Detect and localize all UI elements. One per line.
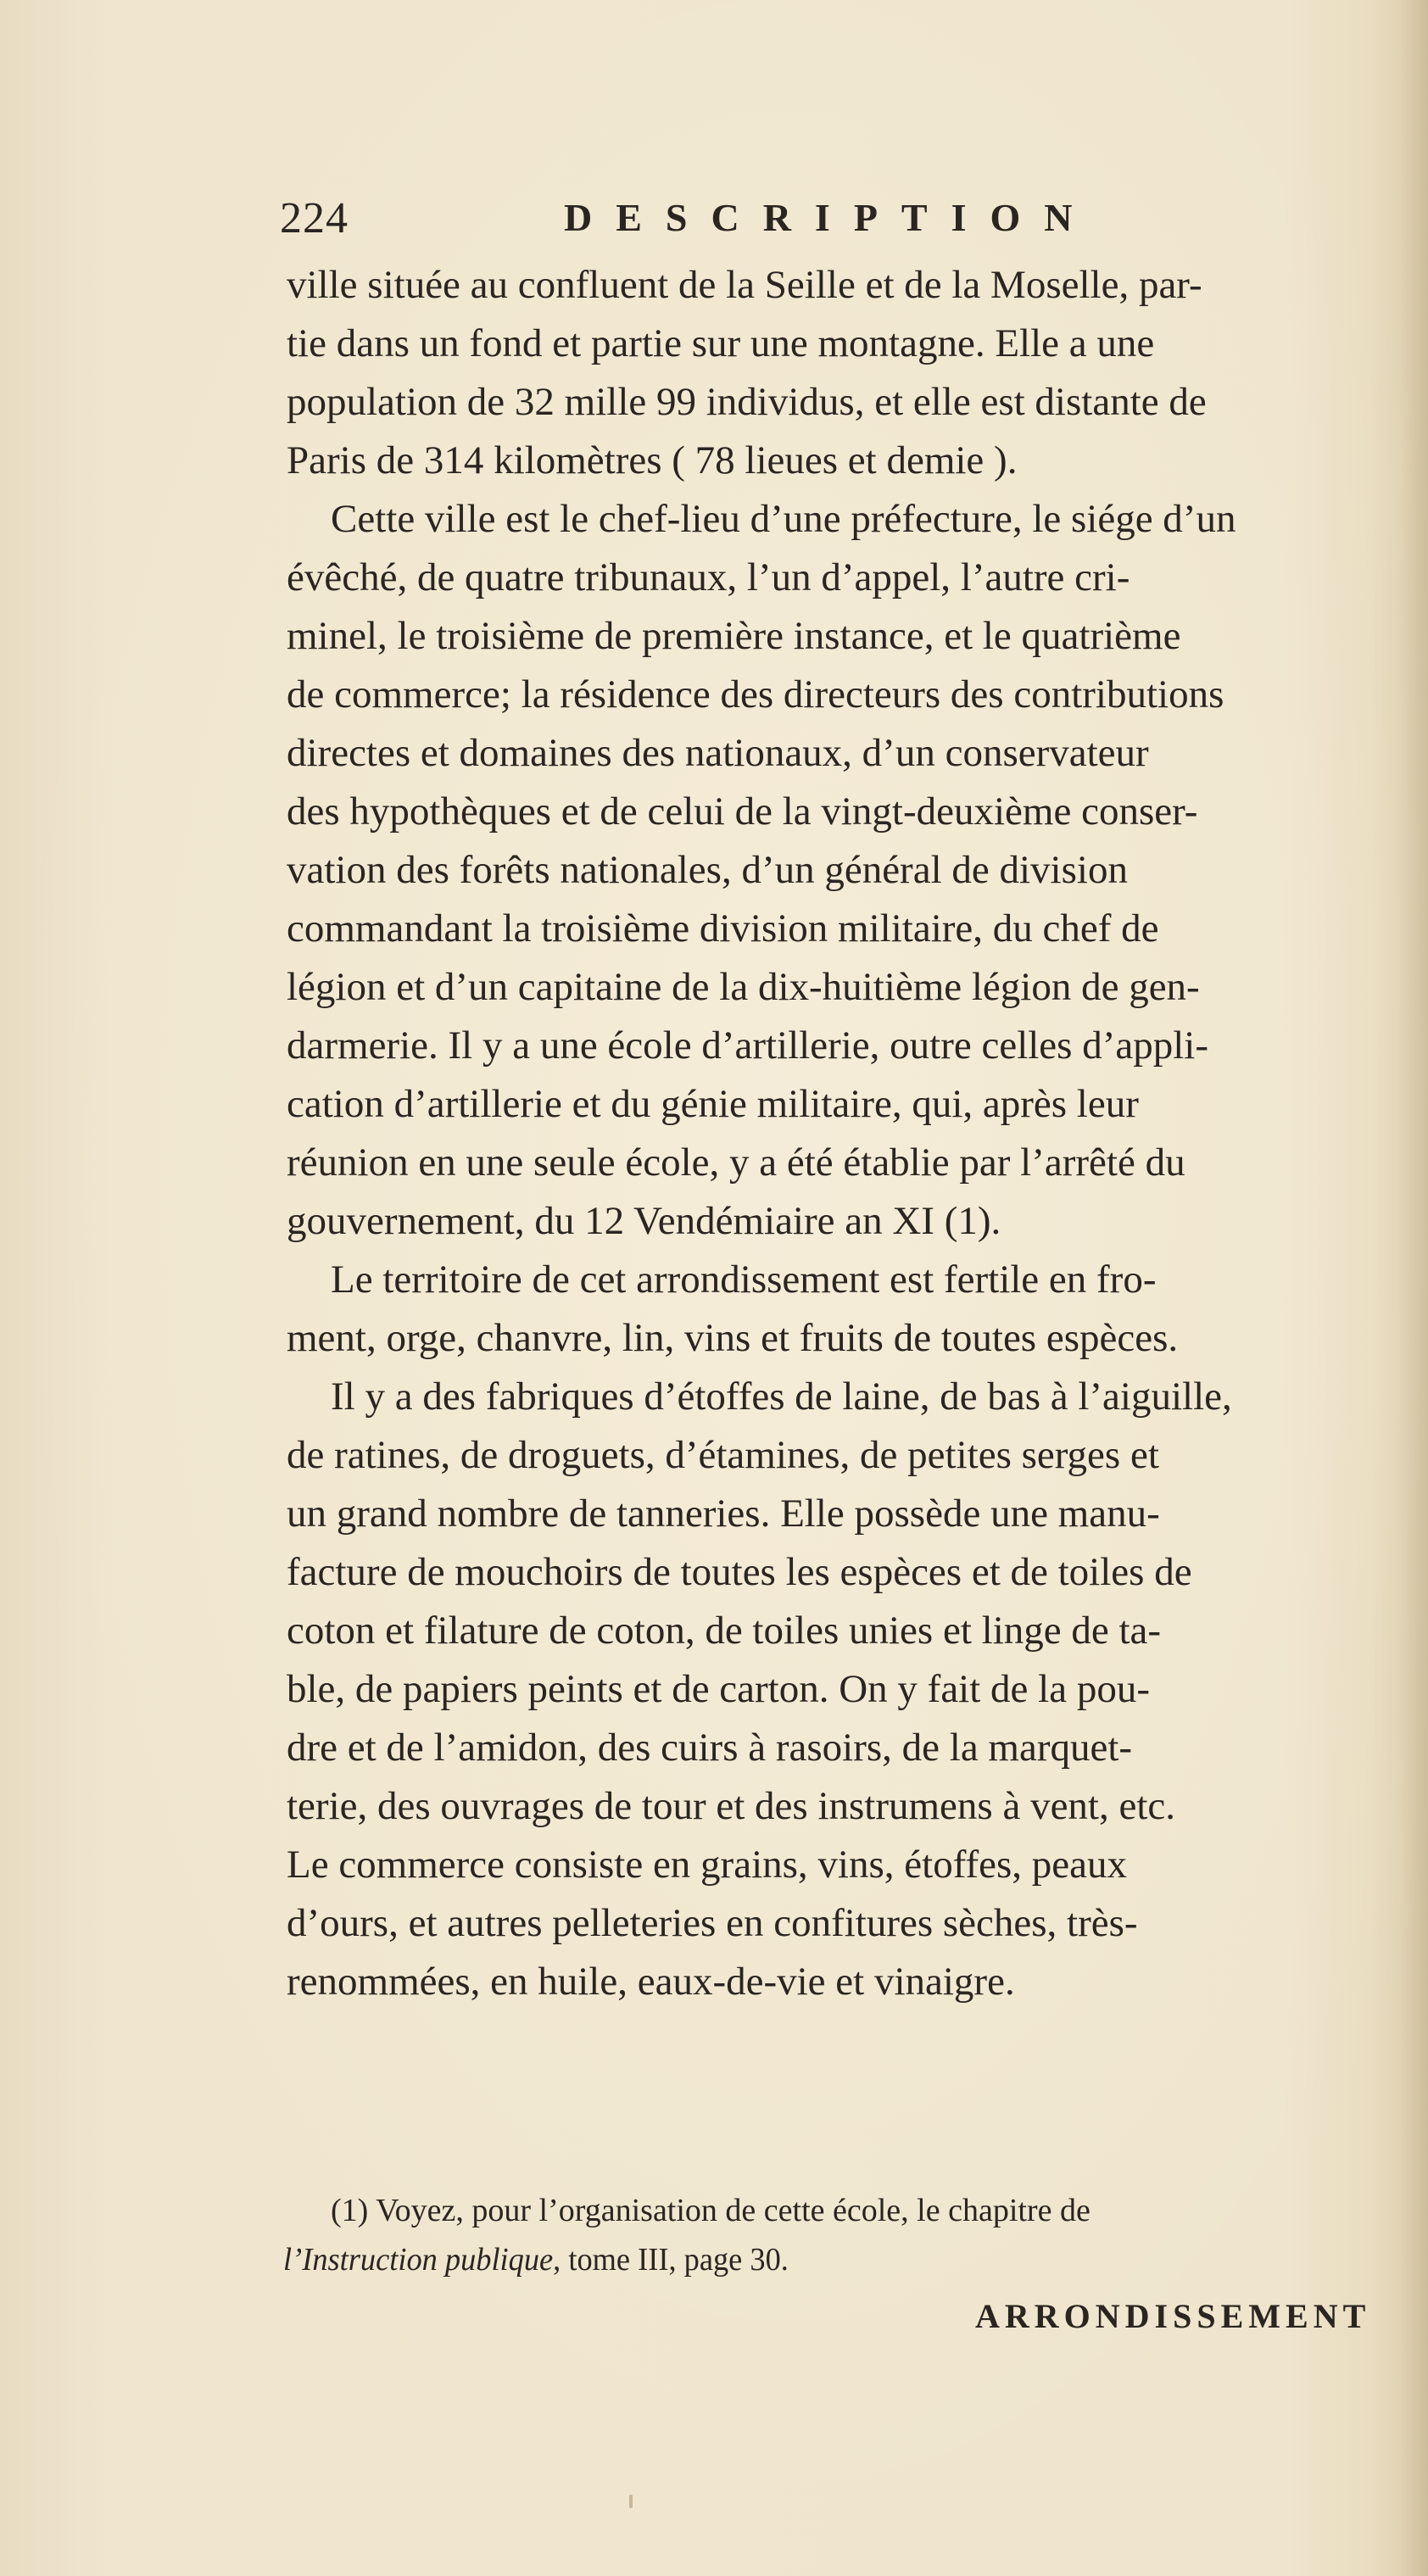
- footnote: [283, 2186, 1391, 2284]
- text-line: tie dans un fond et partie sur une montagne. Elle a une: [287, 321, 1155, 365]
- text-line: directes et domaines des nationaux, d’un conservateur: [287, 731, 1149, 775]
- text-line: renommées, en huile, eaux-de-vie et vinaigre.: [287, 1960, 1015, 2004]
- text-line: un grand nombre de tanneries. Elle possède une manu-: [287, 1492, 1160, 1536]
- text-line: légion et d’un capitaine de la dix-huitième légion de gen-: [287, 965, 1200, 1009]
- footnote-italic-title: l’Instruction publique: [283, 2242, 554, 2278]
- paper-speck: [629, 2495, 633, 2508]
- text-line: des hypothèques et de celui de la vingt-deuxième conser-: [287, 789, 1198, 834]
- body-text: [287, 256, 1389, 2011]
- text-line: terie, des ouvrages de tour et des instrumens à vent, etc.: [287, 1784, 1176, 1828]
- text-line: Le territoire de cet arrondissement est fertile en fro-: [331, 1257, 1157, 1302]
- text-line: facture de mouchoirs de toutes les espèces et de toiles de: [287, 1550, 1192, 1594]
- text-line: Il y a des fabriques d’étoffes de laine, de bas à l’aiguille,: [331, 1374, 1232, 1419]
- paper-speck: [1028, 1462, 1030, 1464]
- page-number: 224: [280, 194, 349, 243]
- footnote-line: (1) Voyez, pour l’organisation de cette école, le chapitre de: [331, 2193, 1091, 2228]
- text-line: Le commerce consiste en grains, vins, étoffes, peaux: [287, 1843, 1128, 1887]
- text-line: de commerce; la résidence des directeurs des contributions: [287, 672, 1224, 716]
- running-head: DESCRIPTION: [564, 196, 1096, 239]
- text-line: ville située au confluent de la Seille et de la Moselle, par-: [287, 263, 1202, 307]
- text-line: réunion en une seule école, y a été établie par l’arrêté du: [287, 1140, 1185, 1185]
- text-line: ble, de papiers peints et de carton. On y fait de la pou-: [287, 1667, 1150, 1711]
- page-header: [280, 193, 1170, 253]
- text-line: évêché, de quatre tribunaux, l’un d’appel, l’autre cri-: [287, 555, 1130, 599]
- footnote-reference: , tome III, page 30.: [553, 2242, 789, 2278]
- text-line: population de 32 mille 99 individus, et elle est distante de: [287, 380, 1207, 424]
- text-line: d’ours, et autres pelleteries en confitures sèches, très-: [287, 1901, 1138, 1945]
- text-line: dre et de l’amidon, des cuirs à rasoirs, de la marquet-: [287, 1726, 1133, 1770]
- text-line: coton et filature de coton, de toiles unies et linge de ta-: [287, 1609, 1162, 1653]
- text-line: vation des forêts nationales, d’un général de division: [287, 848, 1128, 892]
- text-line: Cette ville est le chef-lieu d’une préfecture, le siége d’un: [331, 497, 1236, 541]
- text-line: ment, orge, chanvre, lin, vins et fruits de toutes espèces.: [287, 1316, 1179, 1360]
- text-line: cation d’artillerie et du génie militaire, qui, après leur: [287, 1082, 1139, 1126]
- footnote-line: [283, 2235, 1343, 2284]
- text-line: darmerie. Il y a une école d’artillerie, outre celles d’appli-: [287, 1023, 1208, 1068]
- text-line: Paris de 314 kilomètres ( 78 lieues et demie ).: [287, 438, 1018, 482]
- page-edge-shadow: [1399, 0, 1428, 2576]
- text-line: gouvernement, du 12 Vendémiaire an XI (1).: [287, 1199, 1001, 1243]
- text-line: de ratines, de droguets, d’étamines, de petites serges et: [287, 1433, 1159, 1477]
- text-line: commandant la troisième division militaire, du chef de: [287, 906, 1159, 951]
- catchword: ARRONDISSEMENT: [975, 2297, 1371, 2335]
- text-line: minel, le troisième de première instance, et le quatrième: [287, 614, 1181, 658]
